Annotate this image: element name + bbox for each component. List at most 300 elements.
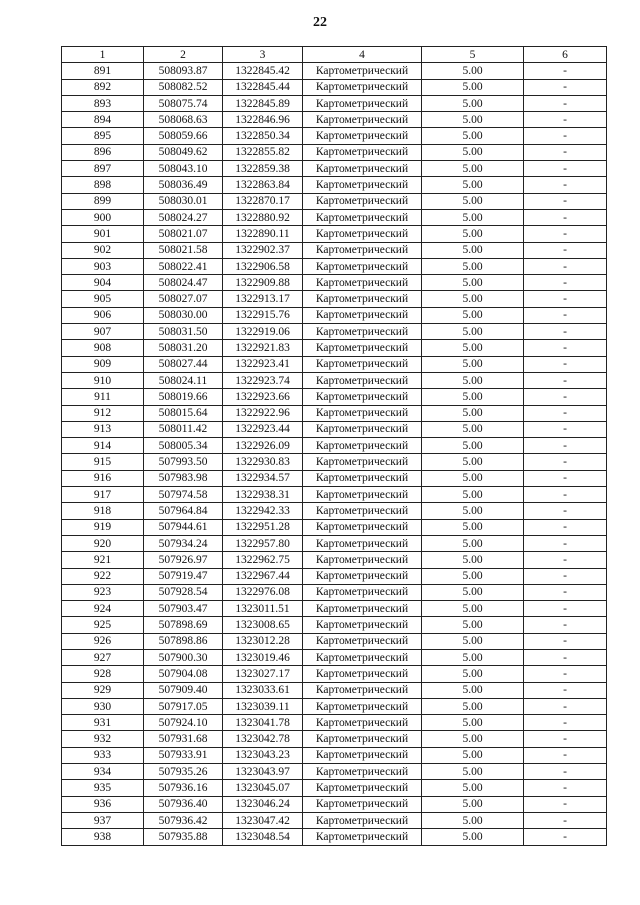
accuracy-cell: 5.00 bbox=[422, 372, 524, 388]
y-coordinate-cell: 1323041.78 bbox=[223, 715, 303, 731]
note-cell: - bbox=[524, 161, 607, 177]
table-row bbox=[62, 291, 607, 307]
table-row bbox=[62, 535, 607, 551]
table-row bbox=[62, 633, 607, 649]
method-cell: Картометрический bbox=[303, 747, 422, 763]
y-coordinate-cell: 1322859.38 bbox=[223, 161, 303, 177]
point-number-cell: 933 bbox=[62, 747, 144, 763]
table-row bbox=[62, 63, 607, 79]
x-coordinate-cell: 508059.66 bbox=[144, 128, 223, 144]
point-number-cell: 897 bbox=[62, 161, 144, 177]
table-row bbox=[62, 226, 607, 242]
table-body bbox=[62, 63, 607, 845]
note-cell: - bbox=[524, 470, 607, 486]
x-coordinate-cell: 507934.24 bbox=[144, 535, 223, 551]
accuracy-cell: 5.00 bbox=[422, 79, 524, 95]
y-coordinate-cell: 1322845.89 bbox=[223, 95, 303, 111]
y-coordinate-cell: 1322845.44 bbox=[223, 79, 303, 95]
point-number-cell: 902 bbox=[62, 242, 144, 258]
accuracy-cell: 5.00 bbox=[422, 731, 524, 747]
x-coordinate-cell: 508030.01 bbox=[144, 193, 223, 209]
method-cell: Картометрический bbox=[303, 601, 422, 617]
method-cell: Картометрический bbox=[303, 193, 422, 209]
table-row bbox=[62, 324, 607, 340]
x-coordinate-cell: 508024.27 bbox=[144, 209, 223, 225]
x-coordinate-cell: 508043.10 bbox=[144, 161, 223, 177]
method-cell: Картометрический bbox=[303, 275, 422, 291]
note-cell: - bbox=[524, 209, 607, 225]
note-cell: - bbox=[524, 275, 607, 291]
x-coordinate-cell: 507964.84 bbox=[144, 503, 223, 519]
point-number-cell: 916 bbox=[62, 470, 144, 486]
x-coordinate-cell: 507919.47 bbox=[144, 568, 223, 584]
accuracy-cell: 5.00 bbox=[422, 519, 524, 535]
method-cell: Картометрический bbox=[303, 128, 422, 144]
note-cell: - bbox=[524, 568, 607, 584]
accuracy-cell: 5.00 bbox=[422, 487, 524, 503]
table-row bbox=[62, 95, 607, 111]
accuracy-cell: 5.00 bbox=[422, 95, 524, 111]
point-number-cell: 920 bbox=[62, 535, 144, 551]
note-cell: - bbox=[524, 226, 607, 242]
method-cell: Картометрический bbox=[303, 95, 422, 111]
y-coordinate-cell: 1323043.23 bbox=[223, 747, 303, 763]
accuracy-cell: 5.00 bbox=[422, 552, 524, 568]
point-number-cell: 907 bbox=[62, 324, 144, 340]
point-number-cell: 904 bbox=[62, 275, 144, 291]
accuracy-cell: 5.00 bbox=[422, 764, 524, 780]
point-number-cell: 929 bbox=[62, 682, 144, 698]
x-coordinate-cell: 507904.08 bbox=[144, 666, 223, 682]
method-cell: Картометрический bbox=[303, 421, 422, 437]
accuracy-cell: 5.00 bbox=[422, 209, 524, 225]
point-number-cell: 915 bbox=[62, 454, 144, 470]
method-cell: Картометрический bbox=[303, 112, 422, 128]
x-coordinate-cell: 508030.00 bbox=[144, 307, 223, 323]
accuracy-cell: 5.00 bbox=[422, 405, 524, 421]
point-number-cell: 937 bbox=[62, 812, 144, 828]
point-number-cell: 936 bbox=[62, 796, 144, 812]
x-coordinate-cell: 508068.63 bbox=[144, 112, 223, 128]
y-coordinate-cell: 1323047.42 bbox=[223, 812, 303, 828]
x-coordinate-cell: 507898.86 bbox=[144, 633, 223, 649]
y-coordinate-cell: 1323008.65 bbox=[223, 617, 303, 633]
note-cell: - bbox=[524, 291, 607, 307]
note-cell: - bbox=[524, 258, 607, 274]
method-cell: Картометрический bbox=[303, 324, 422, 340]
method-cell: Картометрический bbox=[303, 617, 422, 633]
point-number-cell: 919 bbox=[62, 519, 144, 535]
note-cell: - bbox=[524, 63, 607, 79]
x-coordinate-cell: 508024.11 bbox=[144, 372, 223, 388]
note-cell: - bbox=[524, 95, 607, 111]
table-row bbox=[62, 128, 607, 144]
method-cell: Картометрический bbox=[303, 242, 422, 258]
x-coordinate-cell: 507931.68 bbox=[144, 731, 223, 747]
x-coordinate-cell: 507936.16 bbox=[144, 780, 223, 796]
y-coordinate-cell: 1322938.31 bbox=[223, 487, 303, 503]
table-row bbox=[62, 568, 607, 584]
note-cell: - bbox=[524, 682, 607, 698]
y-coordinate-cell: 1322906.58 bbox=[223, 258, 303, 274]
y-coordinate-cell: 1322870.17 bbox=[223, 193, 303, 209]
point-number-cell: 903 bbox=[62, 258, 144, 274]
accuracy-cell: 5.00 bbox=[422, 389, 524, 405]
note-cell: - bbox=[524, 584, 607, 600]
x-coordinate-cell: 508015.64 bbox=[144, 405, 223, 421]
table-row bbox=[62, 780, 607, 796]
note-cell: - bbox=[524, 112, 607, 128]
accuracy-cell: 5.00 bbox=[422, 633, 524, 649]
y-coordinate-cell: 1323043.97 bbox=[223, 764, 303, 780]
table-row bbox=[62, 438, 607, 454]
y-coordinate-cell: 1322942.33 bbox=[223, 503, 303, 519]
y-coordinate-cell: 1322845.42 bbox=[223, 63, 303, 79]
method-cell: Картометрический bbox=[303, 177, 422, 193]
x-coordinate-cell: 507917.05 bbox=[144, 698, 223, 714]
table-row bbox=[62, 649, 607, 665]
method-cell: Картометрический bbox=[303, 780, 422, 796]
method-cell: Картометрический bbox=[303, 731, 422, 747]
method-cell: Картометрический bbox=[303, 519, 422, 535]
point-number-cell: 892 bbox=[62, 79, 144, 95]
table-row bbox=[62, 764, 607, 780]
accuracy-cell: 5.00 bbox=[422, 601, 524, 617]
note-cell: - bbox=[524, 666, 607, 682]
x-coordinate-cell: 507903.47 bbox=[144, 601, 223, 617]
accuracy-cell: 5.00 bbox=[422, 307, 524, 323]
accuracy-cell: 5.00 bbox=[422, 63, 524, 79]
table-row bbox=[62, 829, 607, 845]
y-coordinate-cell: 1322926.09 bbox=[223, 438, 303, 454]
note-cell: - bbox=[524, 405, 607, 421]
accuracy-cell: 5.00 bbox=[422, 568, 524, 584]
column-header-3: 3 bbox=[223, 47, 303, 63]
x-coordinate-cell: 507974.58 bbox=[144, 487, 223, 503]
x-coordinate-cell: 508021.58 bbox=[144, 242, 223, 258]
note-cell: - bbox=[524, 503, 607, 519]
table-row bbox=[62, 601, 607, 617]
y-coordinate-cell: 1322921.83 bbox=[223, 340, 303, 356]
accuracy-cell: 5.00 bbox=[422, 698, 524, 714]
x-coordinate-cell: 507898.69 bbox=[144, 617, 223, 633]
note-cell: - bbox=[524, 487, 607, 503]
column-header-5: 5 bbox=[422, 47, 524, 63]
x-coordinate-cell: 507983.98 bbox=[144, 470, 223, 486]
x-coordinate-cell: 508024.47 bbox=[144, 275, 223, 291]
method-cell: Картометрический bbox=[303, 633, 422, 649]
y-coordinate-cell: 1322976.08 bbox=[223, 584, 303, 600]
accuracy-cell: 5.00 bbox=[422, 275, 524, 291]
note-cell: - bbox=[524, 829, 607, 845]
x-coordinate-cell: 508031.50 bbox=[144, 324, 223, 340]
y-coordinate-cell: 1322934.57 bbox=[223, 470, 303, 486]
x-coordinate-cell: 507944.61 bbox=[144, 519, 223, 535]
accuracy-cell: 5.00 bbox=[422, 682, 524, 698]
point-number-cell: 910 bbox=[62, 372, 144, 388]
note-cell: - bbox=[524, 438, 607, 454]
y-coordinate-cell: 1322923.66 bbox=[223, 389, 303, 405]
method-cell: Картометрический bbox=[303, 666, 422, 682]
accuracy-cell: 5.00 bbox=[422, 649, 524, 665]
table-row bbox=[62, 275, 607, 291]
point-number-cell: 917 bbox=[62, 487, 144, 503]
method-cell: Картометрический bbox=[303, 764, 422, 780]
x-coordinate-cell: 508093.87 bbox=[144, 63, 223, 79]
point-number-cell: 905 bbox=[62, 291, 144, 307]
accuracy-cell: 5.00 bbox=[422, 112, 524, 128]
table-row bbox=[62, 405, 607, 421]
accuracy-cell: 5.00 bbox=[422, 161, 524, 177]
method-cell: Картометрический bbox=[303, 209, 422, 225]
table-row bbox=[62, 454, 607, 470]
y-coordinate-cell: 1322902.37 bbox=[223, 242, 303, 258]
table-row bbox=[62, 731, 607, 747]
x-coordinate-cell: 508021.07 bbox=[144, 226, 223, 242]
note-cell: - bbox=[524, 812, 607, 828]
method-cell: Картометрический bbox=[303, 487, 422, 503]
table-row bbox=[62, 79, 607, 95]
y-coordinate-cell: 1323042.78 bbox=[223, 731, 303, 747]
y-coordinate-cell: 1322967.44 bbox=[223, 568, 303, 584]
point-number-cell: 901 bbox=[62, 226, 144, 242]
method-cell: Картометрический bbox=[303, 389, 422, 405]
accuracy-cell: 5.00 bbox=[422, 421, 524, 437]
y-coordinate-cell: 1323039.11 bbox=[223, 698, 303, 714]
x-coordinate-cell: 507926.97 bbox=[144, 552, 223, 568]
y-coordinate-cell: 1323045.07 bbox=[223, 780, 303, 796]
accuracy-cell: 5.00 bbox=[422, 780, 524, 796]
x-coordinate-cell: 508031.20 bbox=[144, 340, 223, 356]
note-cell: - bbox=[524, 144, 607, 160]
table-header-row bbox=[62, 47, 607, 63]
accuracy-cell: 5.00 bbox=[422, 747, 524, 763]
note-cell: - bbox=[524, 535, 607, 551]
table-row bbox=[62, 421, 607, 437]
point-number-cell: 921 bbox=[62, 552, 144, 568]
table-row bbox=[62, 584, 607, 600]
point-number-cell: 925 bbox=[62, 617, 144, 633]
point-number-cell: 911 bbox=[62, 389, 144, 405]
y-coordinate-cell: 1322863.84 bbox=[223, 177, 303, 193]
table-row bbox=[62, 242, 607, 258]
accuracy-cell: 5.00 bbox=[422, 617, 524, 633]
table-row bbox=[62, 812, 607, 828]
accuracy-cell: 5.00 bbox=[422, 535, 524, 551]
note-cell: - bbox=[524, 421, 607, 437]
table-row bbox=[62, 258, 607, 274]
table-row bbox=[62, 470, 607, 486]
method-cell: Картометрический bbox=[303, 340, 422, 356]
y-coordinate-cell: 1323027.17 bbox=[223, 666, 303, 682]
note-cell: - bbox=[524, 796, 607, 812]
method-cell: Картометрический bbox=[303, 454, 422, 470]
y-coordinate-cell: 1322919.06 bbox=[223, 324, 303, 340]
method-cell: Картометрический bbox=[303, 715, 422, 731]
y-coordinate-cell: 1322923.41 bbox=[223, 356, 303, 372]
y-coordinate-cell: 1322880.92 bbox=[223, 209, 303, 225]
method-cell: Картометрический bbox=[303, 470, 422, 486]
note-cell: - bbox=[524, 601, 607, 617]
method-cell: Картометрический bbox=[303, 796, 422, 812]
method-cell: Картометрический bbox=[303, 649, 422, 665]
method-cell: Картометрический bbox=[303, 405, 422, 421]
y-coordinate-cell: 1322923.44 bbox=[223, 421, 303, 437]
point-number-cell: 913 bbox=[62, 421, 144, 437]
table-row bbox=[62, 503, 607, 519]
y-coordinate-cell: 1323012.28 bbox=[223, 633, 303, 649]
note-cell: - bbox=[524, 356, 607, 372]
note-cell: - bbox=[524, 698, 607, 714]
table-row bbox=[62, 193, 607, 209]
table-row bbox=[62, 389, 607, 405]
x-coordinate-cell: 508022.41 bbox=[144, 258, 223, 274]
method-cell: Картометрический bbox=[303, 829, 422, 845]
method-cell: Картометрический bbox=[303, 438, 422, 454]
note-cell: - bbox=[524, 649, 607, 665]
accuracy-cell: 5.00 bbox=[422, 584, 524, 600]
point-number-cell: 895 bbox=[62, 128, 144, 144]
table-row bbox=[62, 340, 607, 356]
accuracy-cell: 5.00 bbox=[422, 226, 524, 242]
point-number-cell: 899 bbox=[62, 193, 144, 209]
accuracy-cell: 5.00 bbox=[422, 193, 524, 209]
table-row bbox=[62, 372, 607, 388]
accuracy-cell: 5.00 bbox=[422, 715, 524, 731]
column-header-1: 1 bbox=[62, 47, 144, 63]
point-number-cell: 927 bbox=[62, 649, 144, 665]
point-number-cell: 922 bbox=[62, 568, 144, 584]
point-number-cell: 891 bbox=[62, 63, 144, 79]
table-row bbox=[62, 666, 607, 682]
accuracy-cell: 5.00 bbox=[422, 812, 524, 828]
y-coordinate-cell: 1323033.61 bbox=[223, 682, 303, 698]
y-coordinate-cell: 1323011.51 bbox=[223, 601, 303, 617]
accuracy-cell: 5.00 bbox=[422, 324, 524, 340]
x-coordinate-cell: 507928.54 bbox=[144, 584, 223, 600]
x-coordinate-cell: 507909.40 bbox=[144, 682, 223, 698]
x-coordinate-cell: 507993.50 bbox=[144, 454, 223, 470]
point-number-cell: 934 bbox=[62, 764, 144, 780]
table-row bbox=[62, 698, 607, 714]
column-header-4: 4 bbox=[303, 47, 422, 63]
table-row bbox=[62, 617, 607, 633]
note-cell: - bbox=[524, 193, 607, 209]
point-number-cell: 923 bbox=[62, 584, 144, 600]
x-coordinate-cell: 508011.42 bbox=[144, 421, 223, 437]
note-cell: - bbox=[524, 715, 607, 731]
note-cell: - bbox=[524, 764, 607, 780]
point-number-cell: 906 bbox=[62, 307, 144, 323]
method-cell: Картометрический bbox=[303, 584, 422, 600]
accuracy-cell: 5.00 bbox=[422, 291, 524, 307]
x-coordinate-cell: 508027.44 bbox=[144, 356, 223, 372]
note-cell: - bbox=[524, 307, 607, 323]
point-number-cell: 924 bbox=[62, 601, 144, 617]
y-coordinate-cell: 1323046.24 bbox=[223, 796, 303, 812]
y-coordinate-cell: 1323048.54 bbox=[223, 829, 303, 845]
point-number-cell: 938 bbox=[62, 829, 144, 845]
note-cell: - bbox=[524, 177, 607, 193]
point-number-cell: 909 bbox=[62, 356, 144, 372]
method-cell: Картометрический bbox=[303, 503, 422, 519]
point-number-cell: 926 bbox=[62, 633, 144, 649]
x-coordinate-cell: 508049.62 bbox=[144, 144, 223, 160]
accuracy-cell: 5.00 bbox=[422, 258, 524, 274]
accuracy-cell: 5.00 bbox=[422, 356, 524, 372]
x-coordinate-cell: 507935.26 bbox=[144, 764, 223, 780]
table-row bbox=[62, 144, 607, 160]
method-cell: Картометрический bbox=[303, 63, 422, 79]
y-coordinate-cell: 1322957.80 bbox=[223, 535, 303, 551]
point-number-cell: 935 bbox=[62, 780, 144, 796]
y-coordinate-cell: 1322890.11 bbox=[223, 226, 303, 242]
point-number-cell: 930 bbox=[62, 698, 144, 714]
accuracy-cell: 5.00 bbox=[422, 796, 524, 812]
table-row bbox=[62, 487, 607, 503]
point-number-cell: 900 bbox=[62, 209, 144, 225]
method-cell: Картометрический bbox=[303, 698, 422, 714]
y-coordinate-cell: 1322962.75 bbox=[223, 552, 303, 568]
y-coordinate-cell: 1322913.17 bbox=[223, 291, 303, 307]
x-coordinate-cell: 508005.34 bbox=[144, 438, 223, 454]
column-header-6: 6 bbox=[524, 47, 607, 63]
method-cell: Картометрический bbox=[303, 226, 422, 242]
x-coordinate-cell: 507933.91 bbox=[144, 747, 223, 763]
method-cell: Картометрический bbox=[303, 79, 422, 95]
note-cell: - bbox=[524, 340, 607, 356]
method-cell: Картометрический bbox=[303, 535, 422, 551]
method-cell: Картометрический bbox=[303, 144, 422, 160]
y-coordinate-cell: 1322915.76 bbox=[223, 307, 303, 323]
y-coordinate-cell: 1323019.46 bbox=[223, 649, 303, 665]
y-coordinate-cell: 1322923.74 bbox=[223, 372, 303, 388]
note-cell: - bbox=[524, 389, 607, 405]
method-cell: Картометрический bbox=[303, 307, 422, 323]
column-header-2: 2 bbox=[144, 47, 223, 63]
note-cell: - bbox=[524, 747, 607, 763]
accuracy-cell: 5.00 bbox=[422, 340, 524, 356]
y-coordinate-cell: 1322909.88 bbox=[223, 275, 303, 291]
point-number-cell: 932 bbox=[62, 731, 144, 747]
accuracy-cell: 5.00 bbox=[422, 438, 524, 454]
point-number-cell: 898 bbox=[62, 177, 144, 193]
note-cell: - bbox=[524, 128, 607, 144]
method-cell: Картометрический bbox=[303, 568, 422, 584]
table-row bbox=[62, 682, 607, 698]
x-coordinate-cell: 507936.42 bbox=[144, 812, 223, 828]
x-coordinate-cell: 508075.74 bbox=[144, 95, 223, 111]
y-coordinate-cell: 1322850.34 bbox=[223, 128, 303, 144]
method-cell: Картометрический bbox=[303, 812, 422, 828]
method-cell: Картометрический bbox=[303, 258, 422, 274]
y-coordinate-cell: 1322922.96 bbox=[223, 405, 303, 421]
x-coordinate-cell: 508036.49 bbox=[144, 177, 223, 193]
point-number-cell: 918 bbox=[62, 503, 144, 519]
table-row bbox=[62, 112, 607, 128]
method-cell: Картометрический bbox=[303, 552, 422, 568]
table-row bbox=[62, 747, 607, 763]
note-cell: - bbox=[524, 372, 607, 388]
point-number-cell: 912 bbox=[62, 405, 144, 421]
note-cell: - bbox=[524, 617, 607, 633]
page-number: 22 bbox=[313, 15, 327, 30]
x-coordinate-cell: 507935.88 bbox=[144, 829, 223, 845]
accuracy-cell: 5.00 bbox=[422, 454, 524, 470]
x-coordinate-cell: 507924.10 bbox=[144, 715, 223, 731]
accuracy-cell: 5.00 bbox=[422, 470, 524, 486]
accuracy-cell: 5.00 bbox=[422, 144, 524, 160]
